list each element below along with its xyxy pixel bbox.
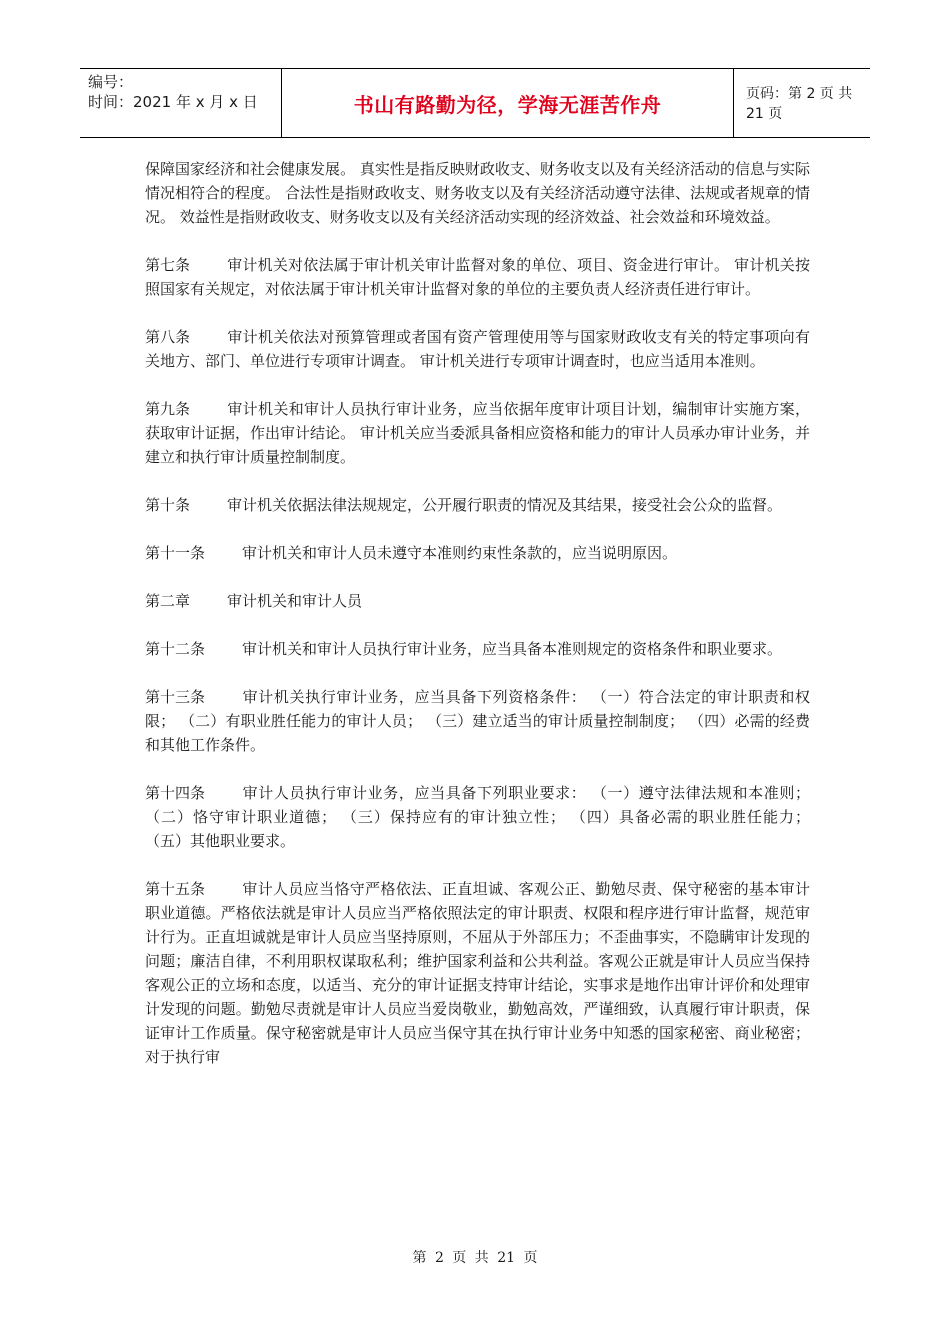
paragraph-text: 保障国家经济和社会健康发展。 真实性是指反映财政收支、财务收支以及有关经济活动的信息与实际情况相符合的程度。 合法性是指财政收支、财务收支以及有关经济活动遵守法律、法规或者规章的情况。 效益性是指财政收支、财务收支以及有关经济活动实现的经济效益、社会效益和环境效益。	[145, 160, 810, 226]
article-number: 第十二条	[145, 640, 206, 658]
paragraph	[145, 157, 810, 229]
article-text: 审计机关依据法律法规规定，公开履行职责的情况及其结果，接受社会公众的监督。	[227, 496, 783, 514]
article-paragraph	[145, 685, 810, 757]
header-motto: 书山有路勤为径，学海无涯苦作舟	[282, 69, 734, 137]
article-number: 第十一条	[145, 544, 206, 562]
article-paragraph	[145, 781, 810, 853]
header-meta	[80, 69, 282, 137]
article-number: 第十五条	[145, 880, 206, 898]
article-paragraph	[145, 541, 810, 565]
article-paragraph	[145, 877, 810, 1069]
article-text: 审计机关和审计人员执行审计业务，应当依据年度审计项目计划，编制审计实施方案，获取审计证据，作出审计结论。 审计机关应当委派具备相应资格和能力的审计人员承办审计业务，并建立和执行审计质量控制制度。	[145, 400, 810, 466]
page-header	[80, 68, 870, 138]
chapter-number: 第二章	[145, 592, 191, 610]
article-paragraph	[145, 397, 810, 469]
article-number: 第八条	[145, 328, 191, 346]
chapter-title: 审计机关和审计人员	[227, 592, 363, 610]
header-page-label: 页码：第 2 页 共 21 页	[746, 86, 853, 122]
article-text: 审计机关执行审计业务，应当具备下列资格条件： （一）符合法定的审计职责和权限； （二）有职业胜任能力的审计人员； （三）建立适当的审计质量控制制度； （四）必需的经费和其他工作条件。	[145, 688, 810, 754]
article-number: 第十条	[145, 496, 191, 514]
article-text: 审计机关依法对预算管理或者国有资产管理使用等与国家财政收支有关的特定事项向有关地方、部门、单位进行专项审计调查。 审计机关进行专项审计调查时，也应当适用本准则。	[145, 328, 810, 370]
article-paragraph	[145, 493, 810, 517]
page-footer: 第 2 页 共 21 页	[412, 1250, 538, 1266]
article-number: 第七条	[145, 256, 191, 274]
article-paragraph	[145, 253, 810, 301]
article-number: 第九条	[145, 400, 191, 418]
article-paragraph	[145, 637, 810, 661]
document-number-label: 编号：	[88, 73, 134, 91]
article-text: 审计机关和审计人员未遵守本准则约束性条款的，应当说明原因。	[242, 544, 678, 562]
document-time-label: 时间：2021 年 x 月 x 日	[88, 93, 258, 111]
article-number: 第十四条	[145, 784, 206, 802]
article-paragraph	[145, 325, 810, 373]
article-text: 审计人员执行审计业务，应当具备下列职业要求： （一）遵守法律法规和本准则； （二）恪守审计职业道德； （三）保持应有的审计独立性； （四）具备必需的职业胜任能力； （五）其他职业要求。	[145, 784, 810, 850]
article-text: 审计人员应当恪守严格依法、正直坦诚、客观公正、勤勉尽责、保守秘密的基本审计职业道德。严格依法就是审计人员应当严格依照法定的审计职责、权限和程序进行审计监督，规范审计行为。正直坦诚就是审计人员应当坚持原则，不屈从于外部压力；不歪曲事实，不隐瞒审计发现的问题；廉洁自律，不利用职权谋取私利；维护国家利益和公共利益。客观公正就是审计人员应当保持客观公正的立场和态度，以适当、充分的审计证据支持审计结论，实事求是地作出审计评价和处理审计发现的问题。勤勉尽责就是审计人员应当爱岗敬业，勤勉高效，严谨细致，认真履行审计职责，保证审计工作质量。保守秘密就是审计人员应当保守其在执行审计业务中知悉的国家秘密、商业秘密；对于执行审	[145, 880, 810, 1066]
article-text: 审计机关和审计人员执行审计业务，应当具备本准则规定的资格条件和职业要求。	[242, 640, 783, 658]
chapter-heading	[145, 589, 810, 613]
article-number: 第十三条	[145, 688, 206, 706]
article-text: 审计机关对依法属于审计机关审计监督对象的单位、项目、资金进行审计。 审计机关按照国家有关规定，对依法属于审计机关审计监督对象的单位的主要负责人经济责任进行审计。	[145, 256, 810, 298]
document-body	[145, 157, 810, 1093]
